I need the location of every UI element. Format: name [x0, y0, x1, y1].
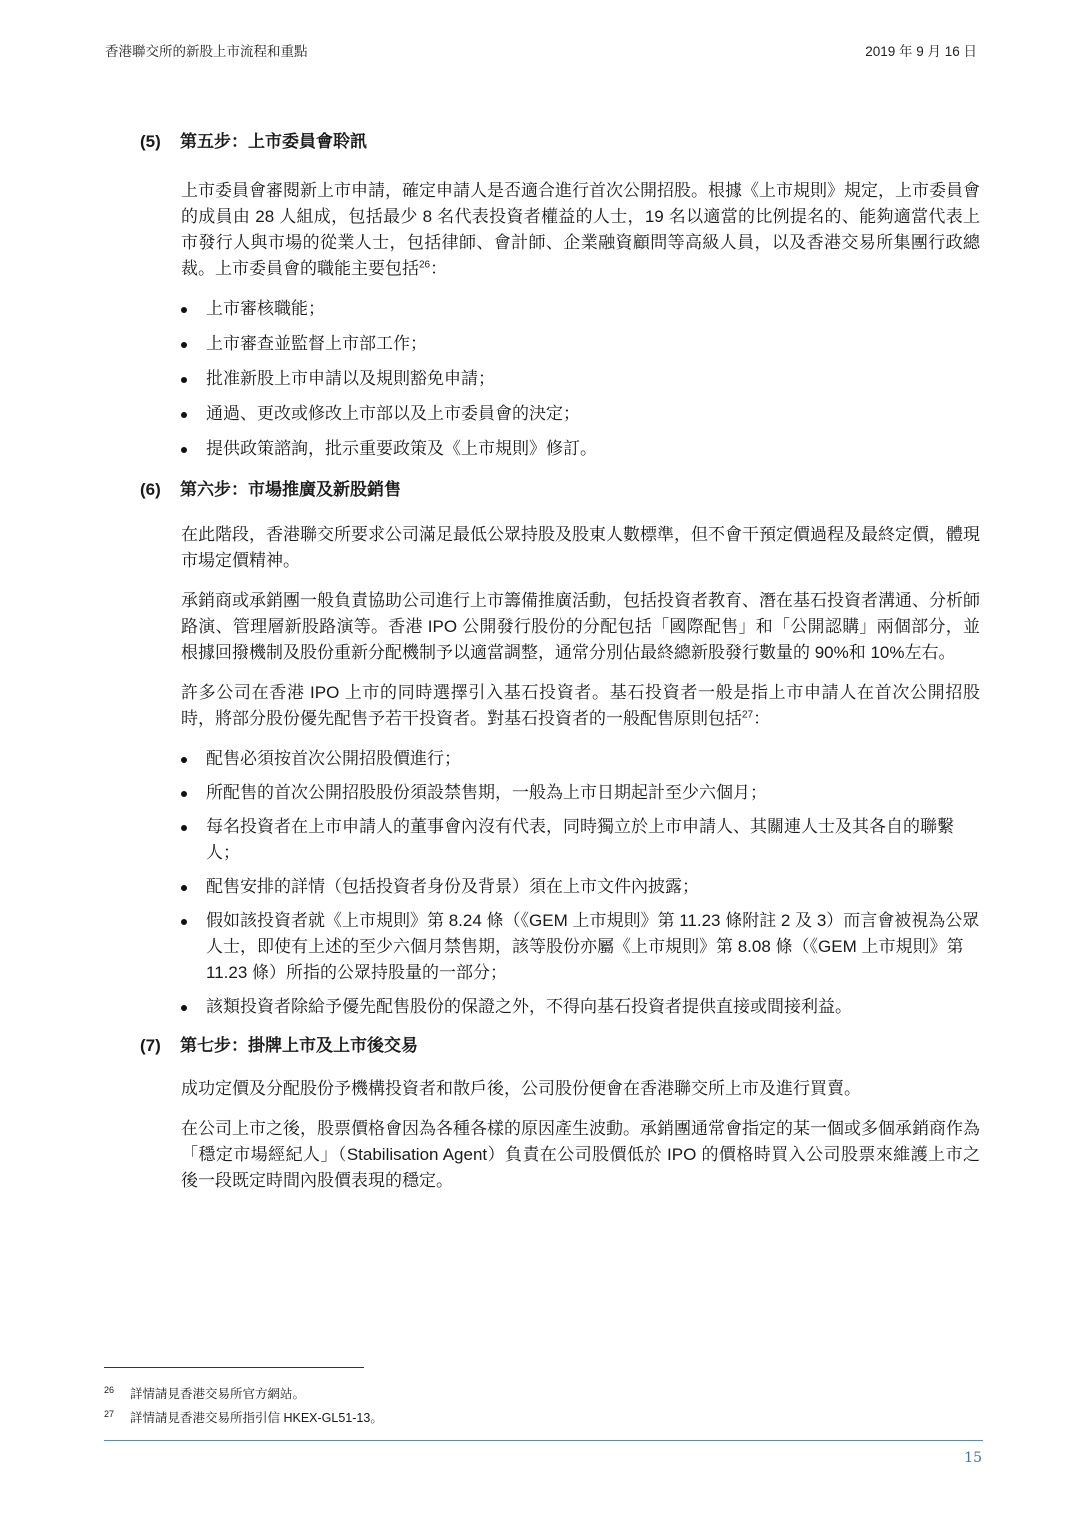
section-7-paragraph-1: 成功定價及分配股份予機構投資者和散戶後，公司股份便會在香港聯交所上市及進行買賣。 [181, 1079, 861, 1098]
list-item: 上市審核職能； [180, 296, 980, 322]
section-number: (7) [140, 1036, 161, 1055]
footnotes [104, 1382, 704, 1430]
section-7-heading [140, 1032, 980, 1060]
page-header [105, 40, 977, 60]
list-item: 批准新股上市申請以及規則豁免申請； [180, 366, 980, 392]
section-number: (5) [140, 132, 161, 151]
footer-divider [104, 1440, 983, 1441]
main-content [140, 128, 980, 1194]
list-item: 配售必須按首次公開招股價進行； [180, 746, 980, 772]
list-item: 上市審查並監督上市部工作； [180, 331, 980, 357]
footnote-text: 詳情請見香港交易所官方網站。 [130, 1387, 306, 1401]
footnote-ref-26[interactable]: 26 [419, 259, 431, 271]
list-item: 所配售的首次公開招股股份須設禁售期，一般為上市日期起計至少六個月； [180, 780, 980, 806]
page-number: 15 [964, 1450, 982, 1466]
footnote-divider [104, 1367, 364, 1368]
section-6-paragraph-3: 許多公司在香港 IPO 上市的同時選擇引入基石投資者。基石投資者一般是指上市申請人在首次公開招股時，將部分股份優先配售予若干投資者。對基石投資者的一般配售原則包括$^{27}$： [181, 683, 980, 728]
section-number: (6) [140, 480, 161, 499]
footnote-27 [104, 1406, 704, 1430]
footnote-text: 詳情請見香港交易所指引信 HKEX-GL51-13。 [130, 1411, 383, 1425]
list-item: 通過、更改或修改上市部以及上市委員會的決定； [180, 401, 980, 427]
section-6-paragraph-1: 在此階段，香港聯交所要求公司滿足最低公眾持股及股東人數標準，但不會干預定價過程及最終定價，體現市場定價精神。 [181, 525, 980, 570]
section-title: 第七步：掛牌上市及上市後交易 [180, 1036, 418, 1055]
footnote-number: 26 [104, 1385, 115, 1395]
section-5-paragraph-1: 上市委員會審閱新上市申請，確定申請人是否適合進行首次公開招股。根據《上市規則》規定，上市委員會的成員由 28 人組成，包括最少 8 名代表投資者權益的人士，19 名以適當的比例提名的、能夠適當代表上市發行人與市場的從業人士，包括律師、會計師、企業融資顧問等高級人員，以及香港交易所集團行政總裁。上市委員會的職能主要包括$^{26}$： [181, 181, 980, 278]
list-item: 每名投資者在上市申請人的董事會內沒有代表，同時獨立於上市申請人、其關連人士及其各自的聯繫人； [180, 814, 980, 866]
document-date: 2019 年 9 月 16 日 [865, 44, 977, 59]
section-title: 第六步：市場推廣及新股銷售 [180, 480, 401, 499]
list-item: 該類投資者除給予優先配售股份的保證之外，不得向基石投資者提供直接或間接利益。 [180, 994, 980, 1020]
section-6-paragraph-2: 承銷商或承銷團一般負責協助公司進行上市籌備推廣活動，包括投資者教育、潛在基石投資者溝通、分析師路演、管理層新股路演等。香港 IPO 公開發行股份的分配包括「國際配售」和「公開認購」兩個部分，並根據回撥機制及股份重新分配機制予以適當調整，通常分別佔最終總新股發行數量的 90%和 10%左右。 [181, 591, 980, 662]
section-7-paragraph-2: 在公司上市之後，股票價格會因為各種各樣的原因產生波動。承銷團通常會指定的某一個或多個承銷商作為「穩定市場經紀人」（Stabilisation Agent）負責在公司股價低於 IPO 的價格時買入公司股票來維護上市之後一段既定時間內股價表現的穩定。 [181, 1119, 980, 1190]
footnote-number: 27 [104, 1409, 115, 1419]
document-title: 香港聯交所的新股上市流程和重點 [105, 44, 308, 59]
list-item: 假如該投資者就《上市規則》第 8.24 條（《GEM 上市規則》第 11.23 條附註 2 及 3）而言會被視為公眾人士，即使有上述的至少六個月禁售期，該等股份亦屬《上市規則》第 8.08 條（《GEM 上市規則》第 11.23 條）所指的公眾持股量的一部分； [180, 908, 980, 986]
section-6-heading [140, 476, 980, 504]
section-5-bullet-list [180, 296, 980, 462]
footnote-ref-27[interactable]: 27 [742, 709, 754, 721]
section-5-heading [140, 128, 980, 156]
list-item: 提供政策諮詢，批示重要政策及《上市規則》修訂。 [180, 436, 980, 462]
section-6-bullet-list [180, 746, 980, 1020]
list-item: 配售安排的詳情（包括投資者身份及背景）須在上市文件內披露； [180, 874, 980, 900]
section-title: 第五步：上市委員會聆訊 [180, 132, 367, 151]
footnote-26 [104, 1382, 704, 1406]
